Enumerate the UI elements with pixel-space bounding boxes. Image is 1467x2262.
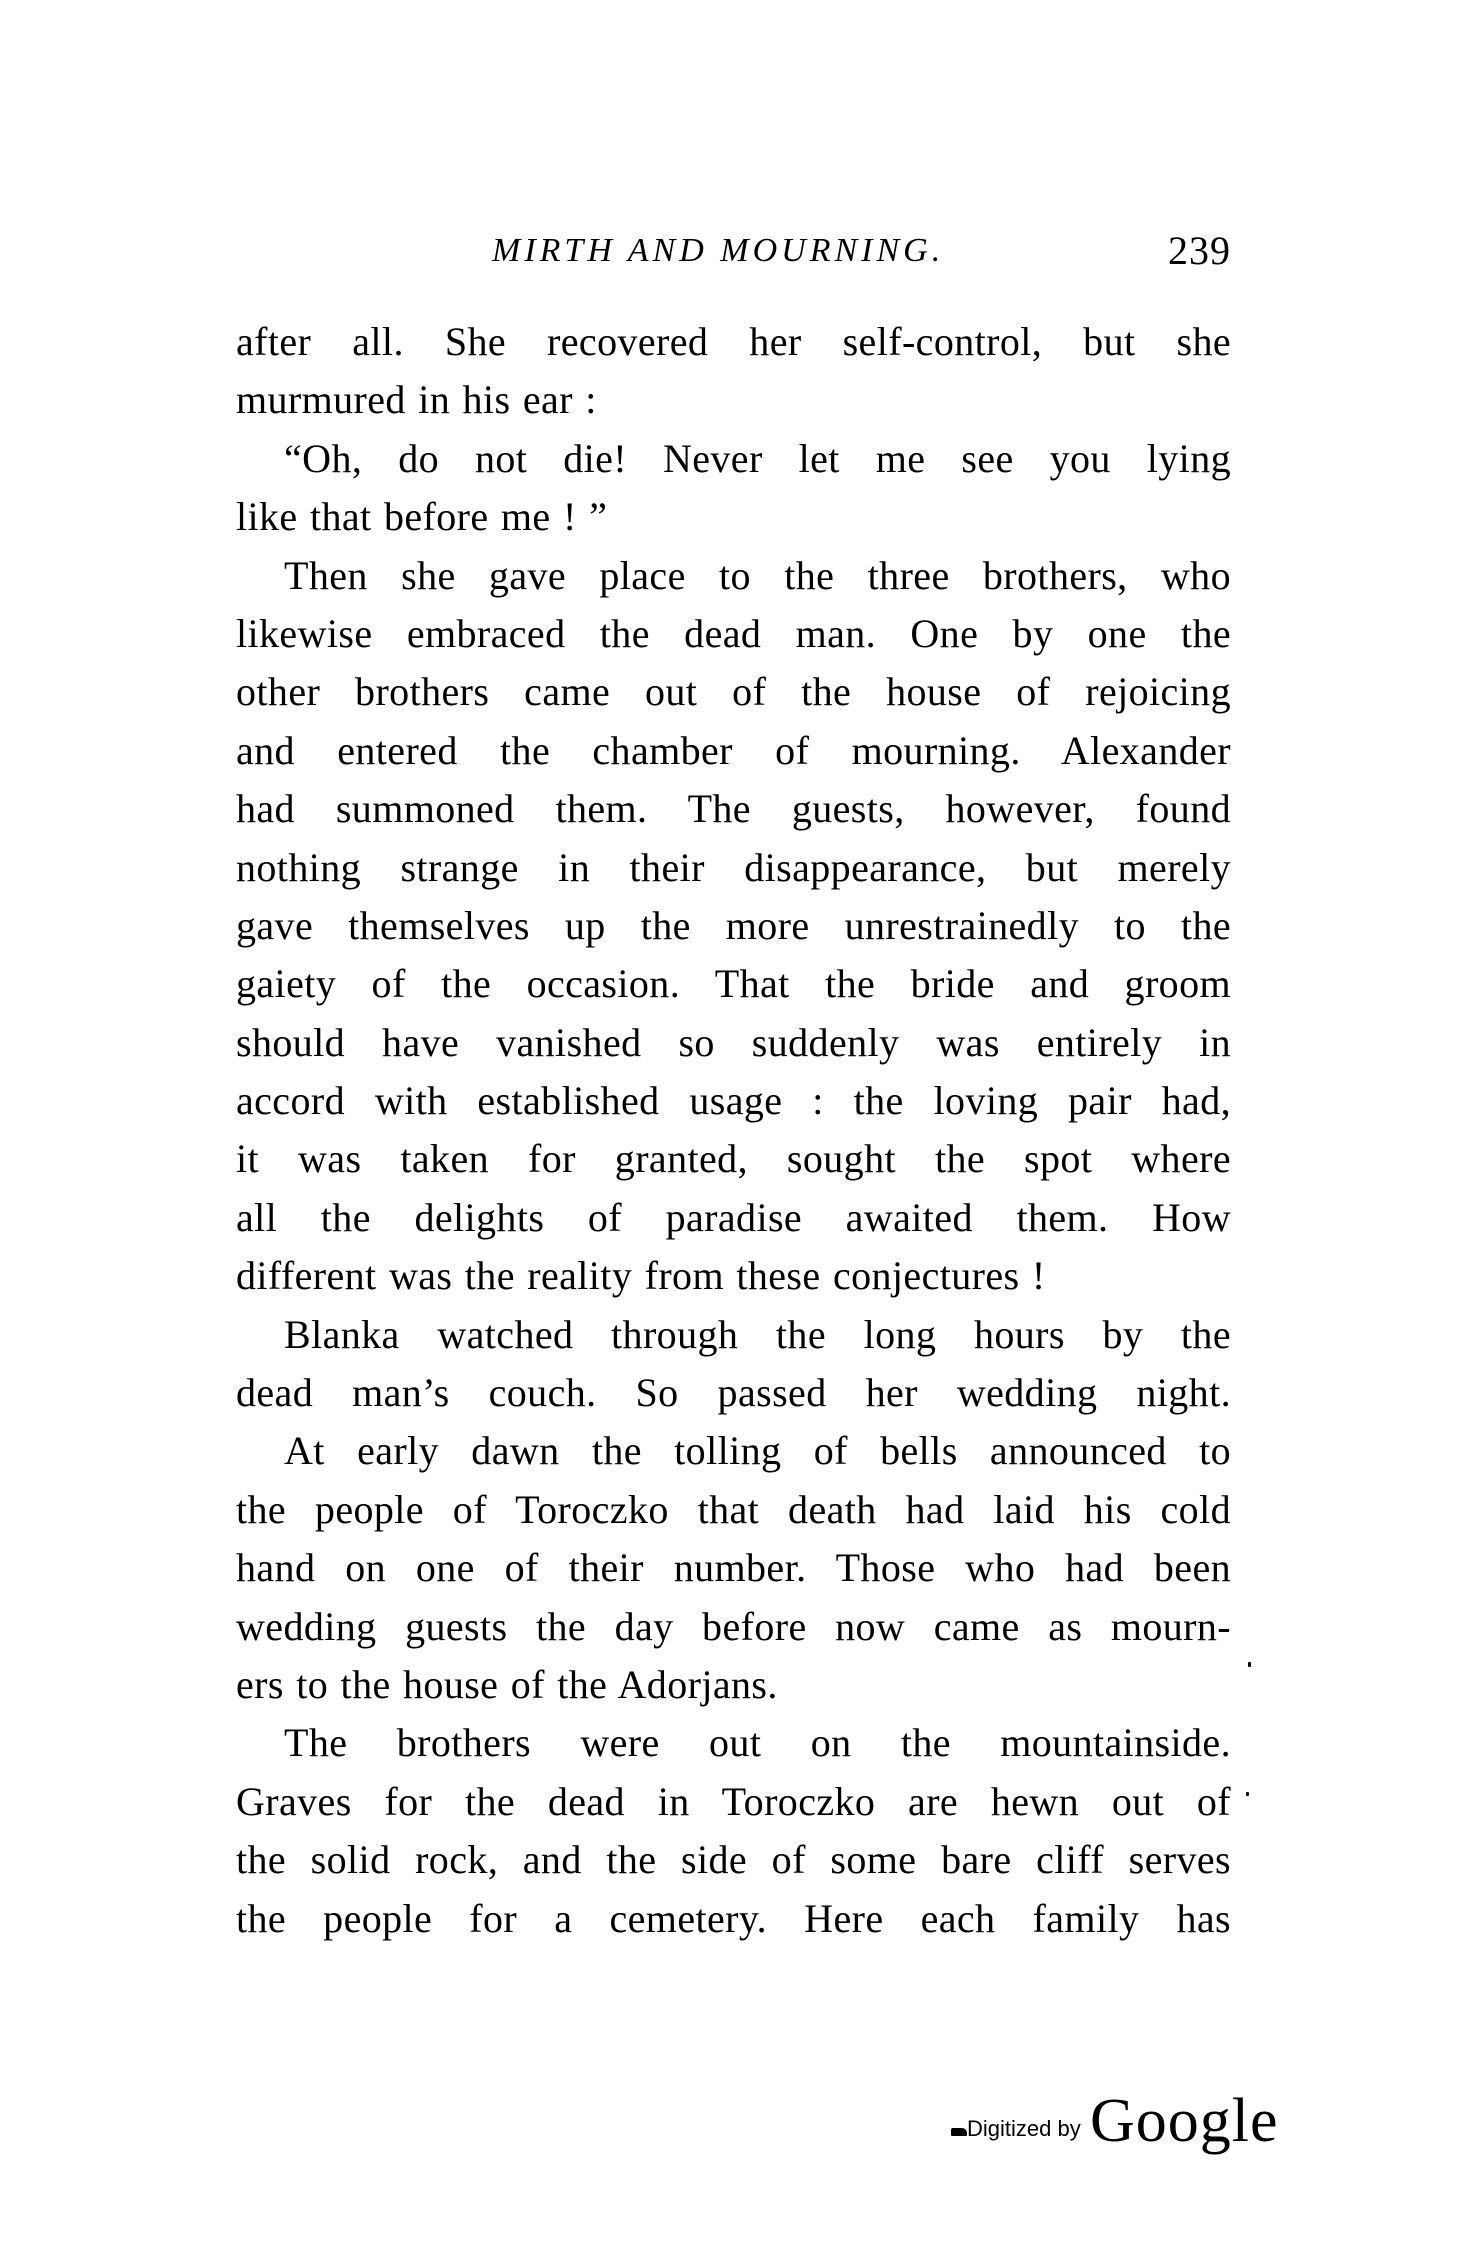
page-number: 239 <box>1168 228 1231 273</box>
text-line: it was taken for granted, sought the spot where <box>236 1136 1231 1182</box>
body-text <box>236 313 1231 1948</box>
text-line: “Oh, do not die! Never let me see you lying <box>284 435 1231 481</box>
scan-speck <box>1248 1662 1251 1667</box>
text-line: likewise embraced the dead man. One by one the <box>236 610 1231 656</box>
text-line: after all. She recovered her self-control, but she <box>236 319 1231 364</box>
text-line: Graves for the dead in Toroczko are hewn out of <box>236 1778 1231 1824</box>
scan-speck <box>1246 1792 1249 1796</box>
text-line: The brothers were out on the mountainside. <box>284 1720 1231 1766</box>
text-line: like that before me ! ” <box>236 494 608 540</box>
text-line: the people of Toroczko that death had laid his cold <box>236 1486 1231 1532</box>
text-line: accord with established usage : the loving pair had, <box>236 1078 1231 1124</box>
text-line: hand on one of their number. Those who had been <box>236 1545 1231 1591</box>
running-head <box>236 226 1231 276</box>
watermark-prefix: Digitized by <box>967 2116 1081 2141</box>
text-line: the people for a cemetery. Here each family has <box>236 1895 1231 1941</box>
text-line: ers to the house of the Adorjans. <box>236 1661 778 1707</box>
text-line: and entered the chamber of mourning. Alexander <box>236 727 1231 773</box>
text-line: dead man’s couch. So passed her wedding night. <box>236 1370 1231 1416</box>
text-line: gaiety of the occasion. That the bride and groom <box>236 961 1231 1007</box>
text-line: the solid rock, and the side of some bare cliff serves <box>236 1837 1231 1883</box>
text-line: murmured in his ear : <box>236 377 597 423</box>
text-line: should have vanished so suddenly was entirely in <box>236 1019 1231 1065</box>
running-title: MIRTH AND MOURNING. <box>492 232 945 269</box>
watermark-mark-icon <box>951 2128 967 2136</box>
text-line: Blanka watched through the long hours by the <box>284 1311 1231 1357</box>
text-line: different was the reality from these conjectures ! <box>236 1253 1046 1299</box>
text-line: wedding guests the day before now came as mourn- <box>236 1603 1231 1649</box>
text-line: all the delights of paradise awaited them. How <box>236 1194 1231 1240</box>
text-line: nothing strange in their disappearance, but merely <box>236 844 1231 890</box>
text-line: Then she gave place to the three brothers, who <box>284 552 1231 598</box>
watermark-brand: Google <box>1090 2087 1279 2155</box>
text-line: other brothers came out of the house of rejoicing <box>236 669 1231 715</box>
text-line: gave themselves up the more unrestrainedly to the <box>236 902 1231 948</box>
text-line: At early dawn the tolling of bells announced to <box>284 1428 1231 1474</box>
text-line: had summoned them. The guests, however, found <box>236 786 1231 832</box>
